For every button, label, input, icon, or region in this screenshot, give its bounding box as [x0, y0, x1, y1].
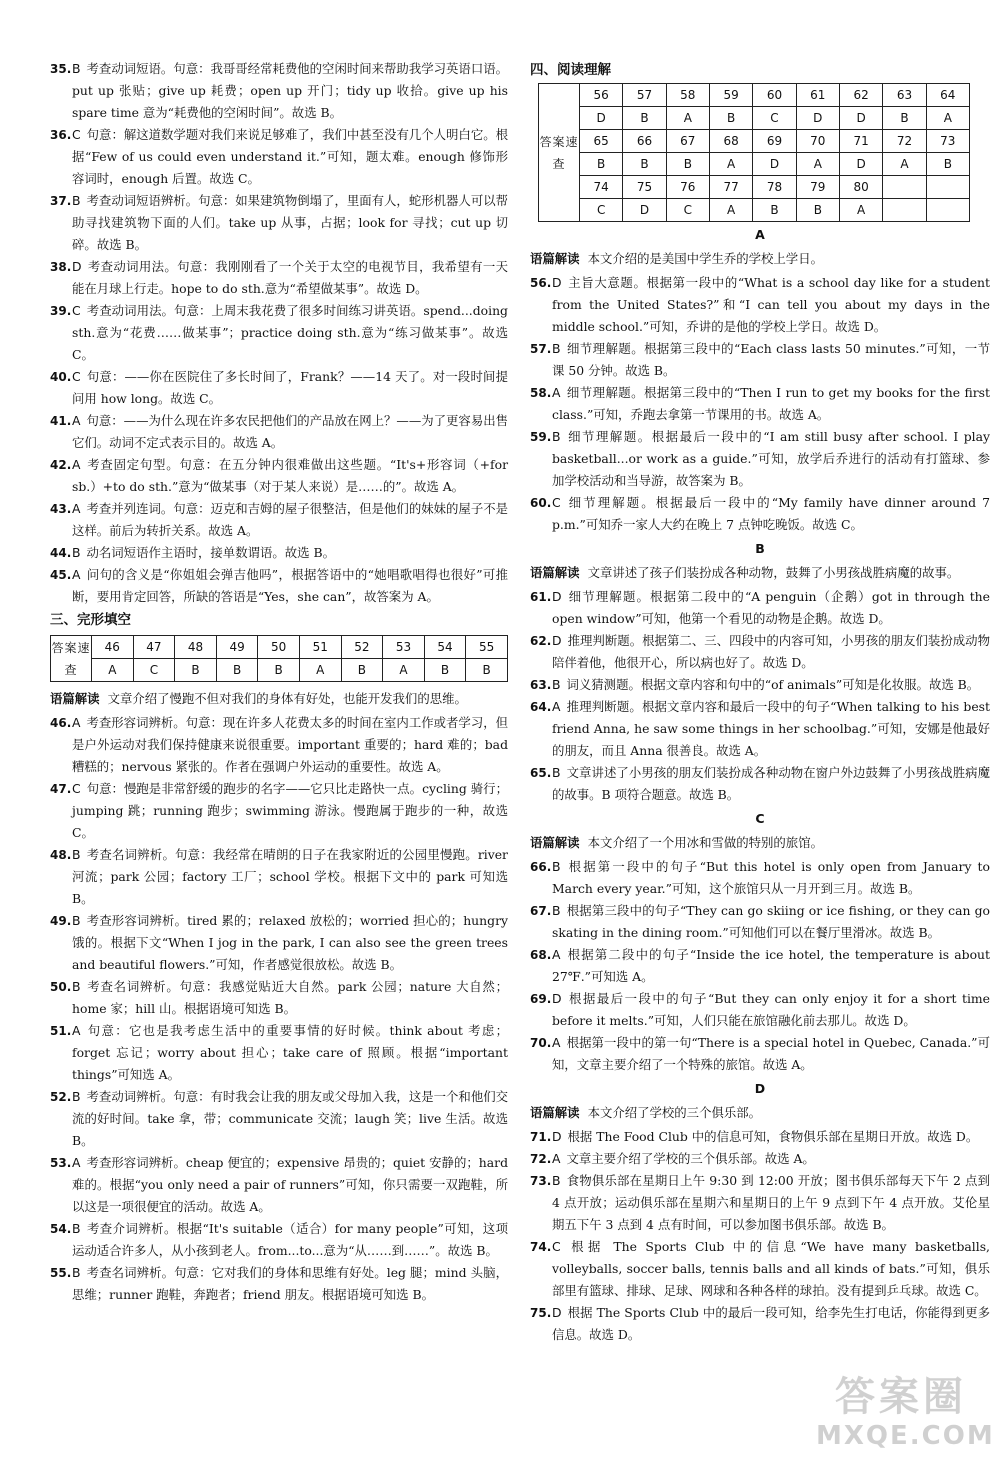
explanation-text: 细节理解题。根据第三段中的“Each class lasts 50 minutes.”可知，一节课 50 分钟。故选 B。 [552, 341, 990, 378]
question-number: 36. [50, 128, 72, 142]
passage-summary [530, 562, 990, 584]
question-number: 42. [50, 458, 72, 472]
reading-question-number: 72 [883, 130, 926, 153]
cloze-question-number: 52 [341, 636, 383, 659]
reading-answer-row [539, 107, 970, 130]
answer-explanation-item [50, 910, 508, 976]
question-number: 71. [530, 1130, 552, 1144]
reading-question-number [926, 176, 969, 199]
cloze-answer-cell: B [175, 659, 217, 682]
cloze-summary [50, 688, 508, 710]
reading-answer-cell: B [709, 107, 752, 130]
passage-explanations [530, 1126, 990, 1346]
answer-letter: D [552, 991, 562, 1006]
answer-explanation-item [50, 300, 508, 366]
right-column [530, 58, 990, 1346]
answer-letter: C [72, 369, 81, 384]
reading-question-number: 74 [580, 176, 623, 199]
cloze-heading: 三、完形填空 [50, 612, 131, 628]
explanation-text: 食物俱乐部在星期日上午 9:30 到 12:00 开放；图书俱乐部每天下午 2 点到 4 点开放；运动俱乐部在星期六和星期日的上午 9 点到下午 4 点开放。艾伦星期五下午 3 点到 4 点有时间，可以参加图书俱乐部。故选 B。 [552, 1173, 990, 1232]
question-number: 54. [50, 1222, 72, 1236]
reading-question-number: 56 [580, 84, 623, 107]
answer-explanation-item [530, 1032, 990, 1076]
explanation-text: 考查动词用法。句意：我刚刚看了一个关于太空的电视节目，我希望有一天能在月球上行走。hope to do sth.意为“希望做某事”。故选 D。 [72, 259, 508, 296]
passage-summary-text: 本文介绍了学校的三个俱乐部。 [587, 1105, 762, 1120]
reading-question-number: 59 [709, 84, 752, 107]
question-number: 53. [50, 1156, 72, 1170]
reading-answer-cell: B [580, 153, 623, 176]
reading-question-number: 69 [753, 130, 796, 153]
explanation-text: 考查固定句型。句意：在五分钟内很难做出这些题。“It's+形容词（+for sb.）+to do sth.”意为“做某事（对于某人来说）是……的”。故选 A。 [72, 457, 508, 494]
reading-answer-cell: B [666, 153, 709, 176]
explanation-text: 句意：解这道数学题对我们来说足够难了，我们中甚至没有几个人明白它。根据“Few of us could even understand it.”可知，题太难。enough 修饰形容词时，enough 后置。故选 C。 [72, 127, 508, 186]
answer-letter: B [72, 545, 81, 560]
answer-explanation-item [50, 712, 508, 778]
reading-answer-cell: A [883, 153, 926, 176]
answer-letter: A [72, 1023, 81, 1038]
cloze-answer-cell: A [92, 659, 134, 682]
answer-explanation-item [530, 856, 990, 900]
question-number: 52. [50, 1090, 72, 1104]
answer-explanation-item [530, 492, 990, 536]
question-number: 47. [50, 782, 72, 796]
reading-passage-block [530, 224, 990, 536]
reading-question-number: 76 [666, 176, 709, 199]
answer-letter: B [72, 847, 81, 862]
answer-letter: A [552, 947, 561, 962]
explanation-text: 考查动词短语。句意：我哥哥经常耗费他的空闲时间来帮助我学习英语口语。put up 张贴；give up 耗费；open up 开门；tidy up 收拾。give up his spare time 意为“耗费他的空闲时间”。故选 B。 [72, 61, 508, 120]
grammar-explanations [50, 58, 508, 608]
answer-letter: A [72, 501, 81, 516]
answer-letter: C [552, 495, 561, 510]
reading-answer-cell: D [839, 153, 882, 176]
answer-explanation-item [50, 1152, 508, 1218]
answer-letter: D [552, 633, 562, 648]
answer-explanation-item [530, 630, 990, 674]
reading-question-number: 57 [623, 84, 666, 107]
answer-letter: B [72, 1265, 81, 1280]
question-number: 38. [50, 260, 72, 274]
question-number: 74. [530, 1240, 552, 1254]
explanation-text: 动名词短语作主语时，接单数谓语。故选 B。 [86, 545, 335, 560]
reading-passage-block [530, 538, 990, 806]
passage-summary-label: 语篇解读 [530, 1105, 580, 1120]
answer-letter: D [552, 1129, 562, 1144]
cloze-answer-table [50, 635, 508, 682]
answer-explanation-item [530, 1148, 990, 1170]
cloze-number-row [51, 636, 508, 659]
answer-letter: B [552, 903, 561, 918]
passage-letter: D [754, 1081, 766, 1096]
question-number: 69. [530, 992, 552, 1006]
reading-answer-cell: D [753, 153, 796, 176]
reading-answer-cell: A [709, 199, 752, 222]
cloze-question-number: 47 [133, 636, 175, 659]
reading-answer-cell: A [796, 153, 839, 176]
reading-key-label: 答案速查 [539, 84, 580, 222]
explanation-text: 问句的含义是“你姐姐会弹吉他吗”，根据答语中的“她唱歌唱得也很好”可推断，要用肯定回答，所缺的答语是“Yes，she can”，故答案为 A。 [72, 567, 508, 604]
passage-summary-label: 语篇解读 [530, 251, 580, 266]
answer-letter: B [72, 1089, 81, 1104]
question-number: 40. [50, 370, 72, 384]
answer-explanation-item [530, 762, 990, 806]
answer-explanation-item [530, 1126, 990, 1148]
explanation-text: 考查形容词辨析。句意：现在许多人花费太多的时间在室内工作或者学习，但是户外运动对我们保持健康来说很重要。important 重要的；hard 难的；bad 糟糕的；nervous 紧张的。作者在强调户外运动的重要性。故选 A。 [72, 715, 508, 774]
explanation-text: 文章讲述了小男孩的朋友们装扮成各种动物在窗户外边鼓舞了小男孩战胜病魔的故事。B 项符合题意。故选 B。 [552, 765, 990, 802]
reading-passage-block [530, 1078, 990, 1346]
reading-answer-row [539, 153, 970, 176]
reading-question-number: 77 [709, 176, 752, 199]
explanation-text: 根据第二段中的句子“Inside the ice hotel, the temperature is about 27℉.”可知选 A。 [552, 947, 990, 984]
passage-summary-text: 本文介绍的是美国中学生乔的学校上学日。 [587, 251, 823, 266]
passage-explanations [530, 856, 990, 1076]
question-number: 41. [50, 414, 72, 428]
answer-explanation-item [530, 900, 990, 944]
explanation-text: 句意：慢跑是非常舒缓的跑步的名字——它只比走路快一点。cycling 骑行；jumping 跳；running 跑步；swimming 游泳。慢跑属于跑步的一种，故选 C。 [72, 781, 508, 840]
explanation-text: 细节理解题。根据最后一段中的“My family have dinner around 7 p.m.”可知乔一家人大约在晚上 7 点钟吃晚饭。故选 C。 [552, 495, 990, 532]
reading-answer-cell: B [623, 107, 666, 130]
reading-question-number: 68 [709, 130, 752, 153]
reading-question-number: 63 [883, 84, 926, 107]
cloze-answer-cell: A [383, 659, 425, 682]
answer-letter: A [552, 1035, 561, 1050]
reading-number-row [539, 84, 970, 107]
answer-explanation-item [50, 58, 508, 124]
answer-letter: B [552, 341, 561, 356]
question-number: 66. [530, 860, 552, 874]
answer-explanation-item [530, 696, 990, 762]
reading-heading: 四、阅读理解 [530, 62, 611, 78]
explanation-text: 考查并列连词。句意：迈克和吉姆的屋子很整洁，但是他们的妹妹的屋子不是这样。前后为转折关系。故选 A。 [72, 501, 508, 538]
reading-question-number: 67 [666, 130, 709, 153]
question-number: 60. [530, 496, 552, 510]
answer-explanation-item [530, 944, 990, 988]
cloze-answer-row [51, 659, 508, 682]
reading-answer-cell: C [753, 107, 796, 130]
question-number: 57. [530, 342, 552, 356]
cloze-question-number: 54 [424, 636, 466, 659]
reading-answer-cell: D [623, 199, 666, 222]
question-number: 64. [530, 700, 552, 714]
explanation-text: 根据 The Food Club 中的信息可知，食物俱乐部在星期日开放。故选 D。 [567, 1129, 979, 1144]
left-column [50, 58, 508, 1306]
answer-explanation-item [530, 382, 990, 426]
passage-summary-text: 本文介绍了一个用冰和雪做的特别的旅馆。 [587, 835, 823, 850]
question-number: 44. [50, 546, 72, 560]
answer-explanation-item [50, 454, 508, 498]
passage-letter: C [755, 811, 765, 826]
reading-answer-cell: C [666, 199, 709, 222]
answer-explanation-item [50, 976, 508, 1020]
explanation-text: 词义猜测题。根据文章内容和句中的“of animals”可知是化妆服。故选 B。 [566, 677, 980, 692]
passage-summary-label: 语篇解读 [530, 835, 580, 850]
answer-letter: B [552, 1173, 561, 1188]
question-number: 51. [50, 1024, 72, 1038]
answer-explanation-item [530, 338, 990, 382]
explanation-text: 推理判断题。根据第二、三、四段中的内容可知，小男孩的朋友们装扮成动物陪伴着他，他很开心，所以病也好了。故选 D。 [552, 633, 990, 670]
explanation-text: 根据第三段中的句子“They can go skiing or ice fishing, or they can go skating in the dining room.”可知他们可以在餐厅里滑冰。故选 B。 [552, 903, 990, 940]
answer-letter: A [72, 1155, 81, 1170]
answer-explanation-item [530, 586, 990, 630]
question-number: 55. [50, 1266, 72, 1280]
reading-question-number: 78 [753, 176, 796, 199]
reading-question-number: 61 [796, 84, 839, 107]
explanation-text: 文章主要介绍了学校的三个俱乐部。故选 A。 [566, 1151, 815, 1166]
answer-explanation-item [50, 844, 508, 910]
reading-answer-cell: B [796, 199, 839, 222]
cloze-question-number: 46 [92, 636, 134, 659]
reading-question-number: 71 [839, 130, 882, 153]
question-number: 75. [530, 1306, 552, 1320]
reading-question-number: 75 [623, 176, 666, 199]
question-number: 50. [50, 980, 72, 994]
answer-letter: C [72, 781, 81, 796]
cloze-question-number: 51 [299, 636, 341, 659]
question-number: 73. [530, 1174, 552, 1188]
reading-question-number: 62 [839, 84, 882, 107]
answer-explanation-item [50, 190, 508, 256]
answer-explanation-item [530, 988, 990, 1032]
cloze-question-number: 53 [383, 636, 425, 659]
reading-answer-cell: C [580, 199, 623, 222]
explanation-text: 根据最后一段中的句子“But they can only enjoy it for a short time before it melts.”可知，人们只能在旅馆融化前去那儿。故选 D。 [552, 991, 990, 1028]
answer-letter: A [72, 567, 81, 582]
reading-number-row [539, 130, 970, 153]
reading-answer-cell: A [926, 107, 969, 130]
passage-summary [530, 248, 990, 270]
question-number: 65. [530, 766, 552, 780]
reading-answer-table [538, 83, 970, 222]
question-number: 67. [530, 904, 552, 918]
answer-explanation-item [50, 564, 508, 608]
answer-explanation-item [50, 410, 508, 454]
question-number: 59. [530, 430, 552, 444]
answer-letter: A [552, 385, 561, 400]
passage-letter: A [755, 227, 765, 242]
reading-question-number: 70 [796, 130, 839, 153]
reading-question-number: 80 [839, 176, 882, 199]
answer-explanation-item [530, 1170, 990, 1236]
reading-answer-cell: D [580, 107, 623, 130]
reading-answer-cell: D [839, 107, 882, 130]
explanation-text: 考查名词辨析。句意：它对我们的身体和思维有好处。leg 腿；mind 头脑，思维；runner 跑鞋，奔跑者；friend 朋友。根据语境可知选 B。 [72, 1265, 508, 1302]
answer-letter: B [552, 429, 561, 444]
answer-explanation-item [50, 256, 508, 300]
answer-letter: B [72, 61, 81, 76]
answer-explanation-item [530, 426, 990, 492]
answer-letter: A [552, 699, 561, 714]
question-number: 63. [530, 678, 552, 692]
explanation-text: 考查动词辨析。句意：有时我会让我的朋友或父母加入我，这是一个和他们交流的好时间。take 拿，带；communicate 交流；laugh 笑；live 生活。故选 B。 [72, 1089, 508, 1148]
cloze-answer-cell: B [424, 659, 466, 682]
cloze-explanations [50, 712, 508, 1306]
question-number: 62. [530, 634, 552, 648]
cloze-question-number: 48 [175, 636, 217, 659]
answer-letter: C [552, 1239, 561, 1254]
answer-explanation-item [50, 498, 508, 542]
explanation-text: 细节理解题。根据最后一段中的“I am still busy after school. I play basketball...or work as a guide.”可知，放学后乔进行的活动有打篮球、参加学校活动和当导游，故答案为 B。 [552, 429, 990, 488]
question-number: 61. [530, 590, 552, 604]
explanation-text: 考查名词辨析。句意：我感觉贴近大自然。park 公园；nature 大自然；home 家；hill 山。根据语境可知选 B。 [72, 979, 508, 1016]
answer-letter: B [72, 979, 81, 994]
answer-explanation-item [530, 674, 990, 696]
answer-explanation-item [50, 542, 508, 564]
explanation-text: 考查名词辨析。句意：我经常在晴朗的日子在我家附近的公园里慢跑。river 河流；park 公园；factory 工厂；school 学校。根据下文中的 park 可知选 B。 [72, 847, 508, 906]
answer-letter: A [72, 715, 81, 730]
answer-explanation-item [530, 1236, 990, 1302]
question-number: 37. [50, 194, 72, 208]
explanation-text: 细节理解题。根据第三段中的“Then I run to get my books for the first class.”可知，乔跑去拿第一节课用的书。故选 A。 [552, 385, 990, 422]
reading-number-row [539, 176, 970, 199]
reading-question-number: 73 [926, 130, 969, 153]
explanation-text: 句意：——为什么现在许多农民把他们的产品放在网上？——为了更容易出售它们。动词不定式表示目的。故选 A。 [72, 413, 508, 450]
answer-letter: C [72, 127, 81, 142]
cloze-key-label: 答案速查 [51, 636, 92, 682]
question-number: 45. [50, 568, 72, 582]
explanation-text: 考查动词用法。句意：上周末我花费了很多时间练习讲英语。spend...doing sth.意为“花费……做某事”；practice doing sth.意为“练习做某事”。故选 C。 [72, 303, 508, 362]
passage-summary [530, 832, 990, 854]
explanation-text: 根据 The Sports Club 中的信息“We have many basketballs, volleyballs, soccer balls, tennis balls and all kinds of bats.”可知，俱乐部里有篮球、排球、足球、网球和各种各样的球拍。没有提到乒乓球。故选 C。 [552, 1239, 990, 1298]
answer-letter: B [552, 677, 561, 692]
answer-letter: D [72, 259, 82, 274]
reading-answer-cell: D [796, 107, 839, 130]
cloze-answer-cell: C [133, 659, 175, 682]
answer-letter: B [72, 913, 81, 928]
reading-answer-cell: A [709, 153, 752, 176]
question-number: 39. [50, 304, 72, 318]
answer-letter: B [552, 859, 561, 874]
passage-explanations [530, 586, 990, 806]
cloze-question-number: 50 [258, 636, 300, 659]
answer-letter: C [72, 303, 81, 318]
reading-answer-row [539, 199, 970, 222]
explanation-text: 细节理解题。根据第二段中的“A penguin（企鹅）got in through the open window”可知，他第一个看见的动物是企鹅。故选 D。 [552, 589, 990, 626]
reading-answer-cell: B [753, 199, 796, 222]
question-number: 70. [530, 1036, 552, 1050]
answer-letter: A [72, 413, 81, 428]
reading-question-number: 66 [623, 130, 666, 153]
cloze-summary-label: 语篇解读 [50, 691, 100, 706]
answer-letter: B [72, 1221, 81, 1236]
question-number: 68. [530, 948, 552, 962]
answer-letter: D [552, 275, 562, 290]
cloze-answer-cell: B [466, 659, 508, 682]
reading-question-number: 64 [926, 84, 969, 107]
passage-summary-text: 文章讲述了孩子们装扮成各种动物，鼓舞了小男孩战胜病魔的故事。 [587, 565, 960, 580]
reading-passages [530, 224, 990, 1346]
explanation-text: 考查动词短语辨析。句意：如果建筑物倒塌了，里面有人，蛇形机器人可以帮助寻找建筑物下面的人们。take up 从事，占据；look for 寻找；cut up 切碎。故选 B。 [72, 193, 508, 252]
question-number: 48. [50, 848, 72, 862]
answer-explanation-item [50, 366, 508, 410]
answer-letter: A [552, 1151, 561, 1166]
explanation-text: 根据第一段中的第一句“There is a special hotel in Quebec, Canada.”可知，文章主要介绍了一个特殊的旅馆。故选 A。 [552, 1035, 990, 1072]
reading-answer-cell [926, 199, 969, 222]
passage-summary-label: 语篇解读 [530, 565, 580, 580]
explanation-text: 根据 The Sports Club 中的最后一段可知，给李先生打电话，你能得到更多信息。故选 D。 [552, 1305, 990, 1342]
reading-question-number: 58 [666, 84, 709, 107]
answer-explanation-item [50, 124, 508, 190]
reading-answer-cell: A [839, 199, 882, 222]
reading-question-number: 60 [753, 84, 796, 107]
answer-explanation-item [530, 1302, 990, 1346]
question-number: 46. [50, 716, 72, 730]
question-number: 43. [50, 502, 72, 516]
answer-explanation-item [50, 1262, 508, 1306]
explanation-text: 根据第一段中的句子“But this hotel is only open from January to March every year.”可知，这个旅馆只从一月开到三月。故选 B。 [552, 859, 990, 896]
question-number: 58. [530, 386, 552, 400]
cloze-answer-cell: B [258, 659, 300, 682]
explanation-text: 考查介词辨析。根据“It's suitable（适合）for many people”可知，这项运动适合许多人，从小孩到老人。from...to...意为“从……到……”。故选 B。 [72, 1221, 508, 1258]
cloze-question-number: 49 [216, 636, 258, 659]
cloze-answer-cell: B [216, 659, 258, 682]
reading-answer-cell: B [623, 153, 666, 176]
reading-question-number: 65 [580, 130, 623, 153]
cloze-answer-cell: B [341, 659, 383, 682]
cloze-answer-cell: A [299, 659, 341, 682]
explanation-text: 推理判断题。根据文章内容和最后一段中的句子“When talking to his best friend Anna, he saw some things in her schoolbag.”可知，安娜是他最好的朋友，而且 Anna 很善良。故选 A。 [552, 699, 990, 758]
explanation-text: 句意：它也是我考虑生活中的重要事情的好时候。think about 考虑；forget 忘记；worry about 担心；take care of 照顾。根据“important things”可知选 A。 [72, 1023, 508, 1082]
reading-answer-cell: A [666, 107, 709, 130]
reading-answer-cell: B [926, 153, 969, 176]
explanation-text: 主旨大意题。根据第一段中的“What is a school day like for a student from the United States?”和“I can tell you about my days in the middle school.”可知，乔讲的是他的学校上学日。故选 D。 [552, 275, 990, 334]
answer-explanation-item [50, 778, 508, 844]
question-number: 72. [530, 1152, 552, 1166]
explanation-text: 考查形容词辨析。cheap 便宜的；expensive 昂贵的；quiet 安静的；hard 难的。根据“you only need a pair of runners”可知，你只需要一双跑鞋，所以这是一项很便宜的活动。故选 A。 [72, 1155, 508, 1214]
answer-letter: D [552, 1305, 562, 1320]
question-number: 35. [50, 62, 72, 76]
answer-letter: B [552, 765, 561, 780]
answer-explanation-item [50, 1218, 508, 1262]
question-number: 49. [50, 914, 72, 928]
answer-letter: A [72, 457, 81, 472]
passage-summary [530, 1102, 990, 1124]
reading-passage-block [530, 808, 990, 1076]
explanation-text: 考查形容词辨析。tired 累的；relaxed 放松的；worried 担心的；hungry 饿的。根据下文“When I jog in the park, I can also see the green trees and beautiful flowers.”可知，作者感觉很放松。故选 B。 [72, 913, 508, 972]
site-watermark-logo: 答案圈 MXQE.COM [816, 1374, 995, 1451]
cloze-summary-text: 文章介绍了慢跑不但对我们的身体有好处，也能开发我们的思维。 [107, 691, 467, 706]
answer-explanation-item [50, 1020, 508, 1086]
reading-question-number: 79 [796, 176, 839, 199]
answer-explanation-item [50, 1086, 508, 1152]
reading-answer-cell [883, 199, 926, 222]
passage-explanations [530, 272, 990, 536]
answer-explanation-item [530, 272, 990, 338]
question-number: 56. [530, 276, 552, 290]
answer-letter: B [72, 193, 81, 208]
reading-answer-cell: B [883, 107, 926, 130]
answer-letter: D [552, 589, 562, 604]
reading-question-number [883, 176, 926, 199]
explanation-text: 句意：——你在医院住了多长时间了，Frank？——14 天了。对一段时间提问用 how long。故选 C。 [72, 369, 508, 406]
passage-letter: B [755, 541, 765, 556]
cloze-question-number: 55 [466, 636, 508, 659]
